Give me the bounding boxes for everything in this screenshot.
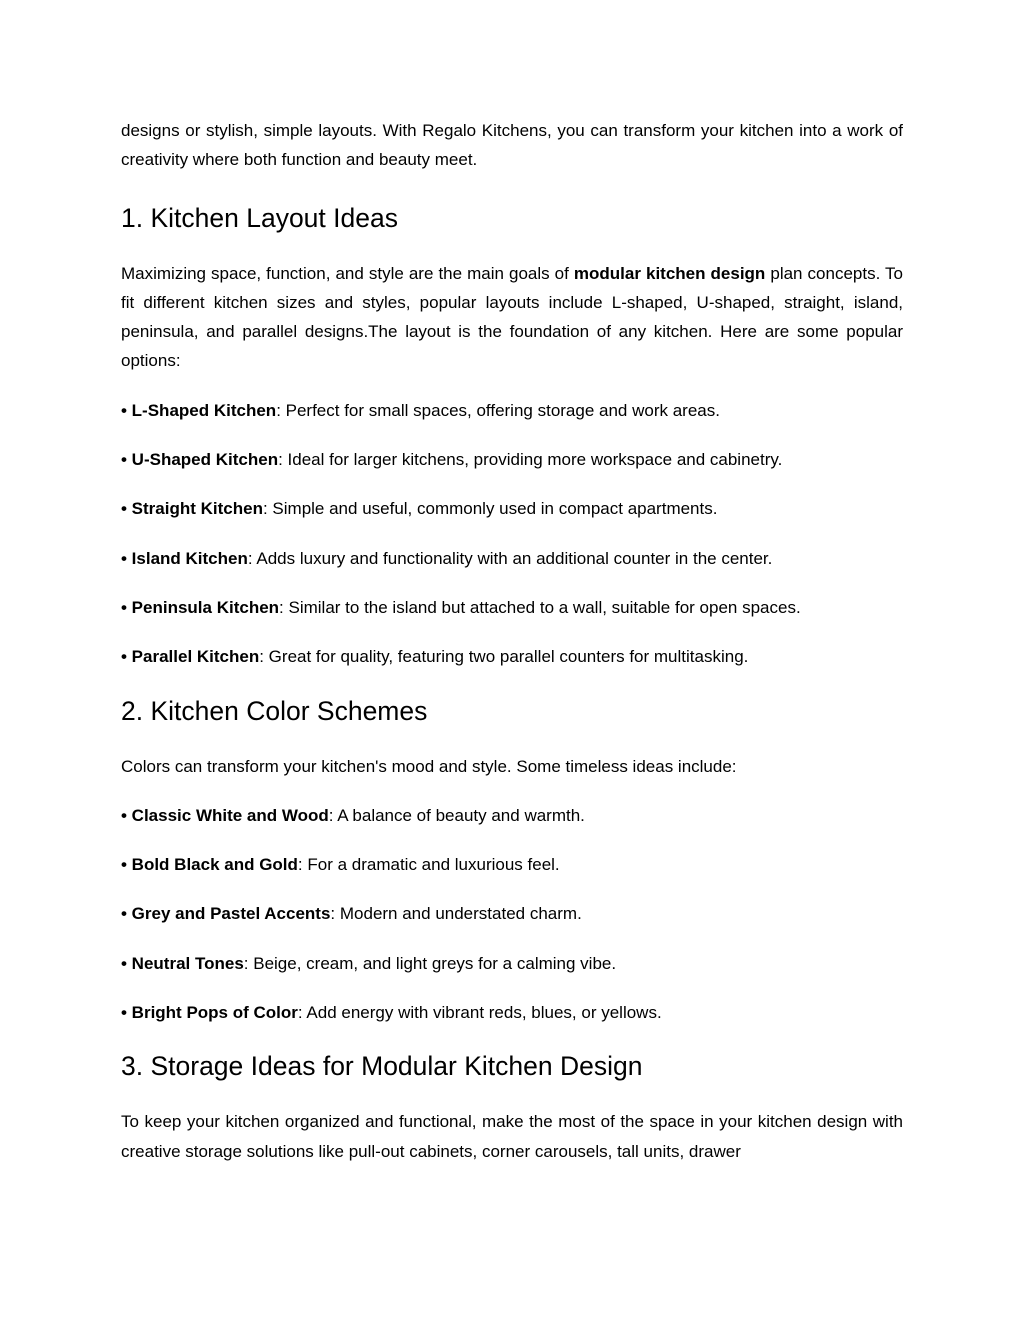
list-item-desc: : Adds luxury and functionality with an additional counter in the center. — [247, 548, 773, 568]
list-item-desc: : Perfect for small spaces, offering storage and work areas. — [276, 400, 720, 420]
list-item — [121, 396, 903, 425]
list-item — [121, 642, 903, 671]
list-item-desc: : Great for quality, featuring two parallel counters for multitasking. — [259, 647, 749, 667]
list-item-term: • Parallel Kitchen — [121, 647, 260, 667]
list-item — [121, 801, 903, 830]
list-item-term: • U-Shaped Kitchen — [121, 450, 279, 470]
list-item-term: • Bright Pops of Color — [121, 1003, 298, 1023]
list-item-desc: : Modern and understated charm. — [330, 904, 582, 924]
color-list — [121, 801, 903, 1027]
list-item-desc: : Simple and useful, commonly used in compact apartments. — [262, 499, 718, 519]
layout-para-start: Maximizing space, function, and style are the main goals of — [121, 263, 574, 283]
list-item-term: • Grey and Pastel Accents — [121, 904, 331, 924]
list-item-desc: : Ideal for larger kitchens, providing more workspace and cabinetry. — [278, 450, 783, 470]
section-heading-color-schemes: 2. Kitchen Color Schemes — [121, 695, 428, 726]
list-item — [121, 445, 903, 474]
list-item — [121, 949, 903, 978]
storage-ideas-paragraph: To keep your kitchen organized and functional, make the most of the space in your kitchen design with creative storage solutions like pull-out cabinets, corner carousels, tall units, drawer — [121, 1112, 903, 1161]
list-item-desc: : For a dramatic and luxurious feel. — [297, 855, 560, 875]
list-item — [121, 899, 903, 928]
list-item — [121, 593, 903, 622]
list-item-term: • Peninsula Kitchen — [121, 597, 280, 617]
list-item-desc: : Similar to the island but attached to a wall, suitable for open spaces. — [279, 597, 801, 617]
list-item — [121, 494, 903, 523]
list-item-term: • Straight Kitchen — [121, 499, 263, 519]
color-schemes-paragraph: Colors can transform your kitchen's mood and style. Some timeless ideas include: — [121, 756, 737, 776]
modular-kitchen-design-bold: modular kitchen design — [573, 263, 766, 283]
section-heading-layout-ideas: 1. Kitchen Layout Ideas — [121, 202, 398, 233]
intro-paragraph: designs or stylish, simple layouts. With Regalo Kitchens, you can transform your kitchen into a work of creativity where both function and beauty meet. — [121, 121, 903, 170]
list-item-term: • L-Shaped Kitchen — [121, 400, 277, 420]
list-item-term: • Bold Black and Gold — [121, 855, 298, 875]
list-item — [121, 850, 903, 879]
list-item-desc: : Beige, cream, and light greys for a calming vibe. — [243, 953, 617, 973]
section-heading-storage-ideas: 3. Storage Ideas for Modular Kitchen Design — [121, 1051, 643, 1082]
layout-ideas-paragraph — [121, 259, 903, 376]
document-page — [121, 116, 903, 1166]
list-item — [121, 544, 903, 573]
list-item-desc: : Add energy with vibrant reds, blues, or yellows. — [297, 1003, 662, 1023]
list-item-term: • Island Kitchen — [121, 548, 248, 568]
list-item-term: • Classic White and Wood — [121, 805, 329, 825]
list-item-desc: : A balance of beauty and warmth. — [328, 805, 585, 825]
layout-list — [121, 396, 903, 672]
layout-para-end: plan concepts. To fit different kitchen sizes and styles, popular layouts include L-shaped, U-shaped, straight, island, peninsula, and parallel designs.The layout is the foundation of any kitchen. Here are some popular options: — [121, 263, 903, 371]
list-item-term: • Neutral Tones — [121, 953, 244, 973]
list-item — [121, 998, 903, 1027]
